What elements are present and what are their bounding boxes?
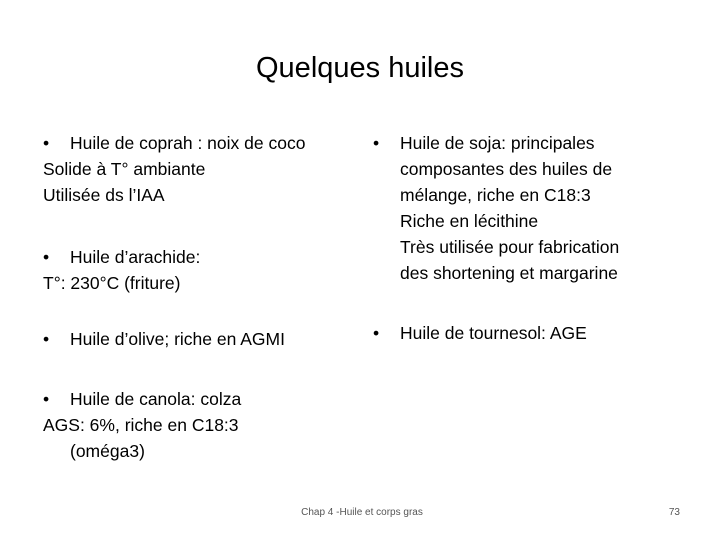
bullet-tournesol: [373, 320, 673, 346]
soja-line3: mélange, riche en C18:3: [400, 185, 591, 205]
coprah-sub1: Solide à T° ambiante: [43, 159, 206, 179]
bullet-icon: •: [43, 133, 50, 153]
slide-title: Quelques huiles: [256, 52, 464, 84]
canola-sub1: AGS: 6%, riche en C18:3: [43, 415, 239, 435]
bullet-icon: •: [43, 247, 50, 267]
soja-line4: Riche en lécithine: [400, 211, 539, 231]
bullet-olive: [43, 326, 363, 352]
soja-line2: composantes des huiles de: [400, 159, 613, 179]
arachide-text: Huile d’arachide:: [70, 247, 201, 267]
bullet-arachide: [43, 244, 363, 270]
slide-number: 73: [668, 507, 680, 518]
soja-line5: Très utilisée pour fabrication: [400, 237, 620, 257]
coprah-text: Huile de coprah : noix de coco: [70, 133, 306, 153]
soja-line6: des shortening et margarine: [400, 263, 618, 283]
bullet-icon: •: [373, 323, 380, 343]
bullet-icon: •: [43, 329, 50, 349]
bullet-coprah: [43, 130, 363, 156]
soja-line1: Huile de soja: principales: [400, 133, 595, 153]
coprah-sub2: Utilisée ds l’IAA: [43, 185, 165, 205]
bullet-canola: [43, 386, 363, 412]
canola-sub2: (oméga3): [70, 441, 145, 461]
olive-text: Huile d’olive; riche en AGMI: [70, 329, 285, 349]
bullet-icon: •: [43, 389, 50, 409]
arachide-sub1: T°: 230°C (friture): [43, 273, 181, 293]
right-column: [373, 130, 673, 346]
bullet-soja: [373, 130, 673, 156]
bullet-icon: •: [373, 133, 380, 153]
left-column: [43, 130, 363, 464]
footer-chapter: Chap 4 -Huile et corps gras: [301, 507, 423, 518]
tournesol-text: Huile de tournesol: AGE: [400, 323, 587, 343]
canola-text: Huile de canola: colza: [70, 389, 242, 409]
